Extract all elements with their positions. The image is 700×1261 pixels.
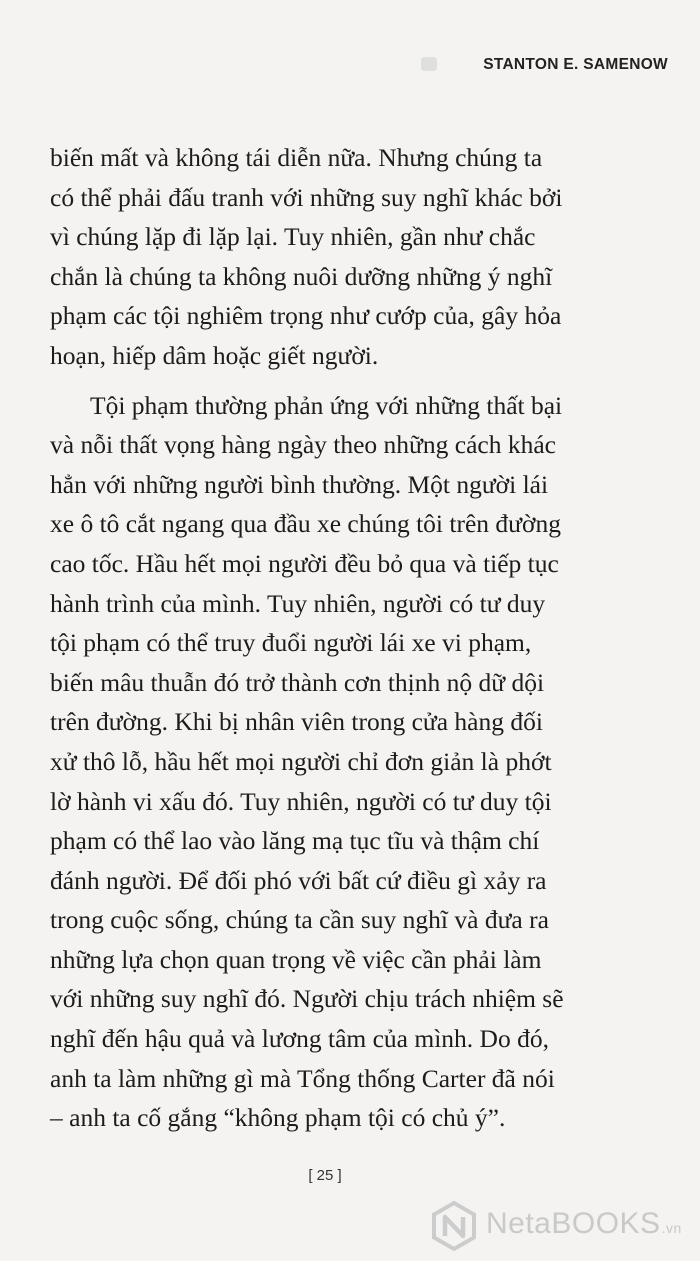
text-line: với những suy nghĩ đó. Người chịu trách nhiệm sẽ: [50, 984, 564, 1014]
text-line: biến mất và không tái diễn nữa. Nhưng chúng ta: [50, 143, 543, 172]
text-line: – anh ta cố gắng “không phạm tội có chủ ý”.: [50, 1103, 506, 1133]
text-line: lờ hành vi xấu đó. Tuy nhiên, người có tư duy tội: [50, 786, 552, 816]
text-line: anh ta làm những gì mà Tổng thống Carter đã nói: [50, 1063, 555, 1093]
paragraph: [50, 386, 670, 1138]
paragraph: [50, 138, 670, 376]
text-line: cao tốc. Hầu hết mọi người đều bỏ qua và tiếp tục: [50, 548, 559, 578]
text-line: xe ô tô cắt ngang qua đầu xe chúng tôi trên đường: [50, 509, 561, 539]
text-line: hoạn, hiếp dâm hoặc giết người.: [50, 340, 379, 370]
text-line: trên đường. Khi bị nhân viên trong cửa hàng đối: [50, 707, 543, 737]
text-line: hành trình của mình. Tuy nhiên, người có tư duy: [50, 588, 546, 618]
text-line: biến mâu thuẫn đó trở thành cơn thịnh nộ dữ dội: [50, 667, 545, 697]
text-line: những lựa chọn quan trọng về việc cần phải làm: [50, 944, 542, 974]
text-line: có thể phải đấu tranh với những suy nghĩ khác bởi: [50, 182, 563, 212]
header-ornament: [421, 57, 437, 71]
body-text: [50, 138, 670, 1148]
text-line: phạm có thể lao vào lăng mạ tục tĩu và thậm chí: [50, 826, 540, 856]
netabooks-logo-icon: [428, 1200, 480, 1252]
watermark-text: [486, 1207, 682, 1241]
text-line: vì chúng lặp đi lặp lại. Tuy nhiên, gần như chắc: [50, 222, 536, 252]
text-line: và nỗi thất vọng hàng ngày theo những cách khác: [50, 430, 556, 460]
watermark-suffix: .vn: [661, 1220, 682, 1236]
text-line: nghĩ đến hậu quả và lương tâm của mình. Do đó,: [50, 1024, 549, 1054]
text-line: Tội phạm thường phản ứng với những thất bại: [90, 390, 563, 420]
page-number: [ 25 ]: [308, 1167, 342, 1184]
text-line: tội phạm có thể truy đuổi người lái xe vi phạm,: [50, 628, 532, 658]
text-line: đánh người. Để đối phó với bất cứ điều gì xảy ra: [50, 865, 547, 895]
text-line: phạm các tội nghiêm trọng như cướp của, gây hỏa: [50, 301, 562, 331]
running-header-author: STANTON E. SAMENOW: [483, 56, 668, 73]
text-line: hẳn với những người bình thường. Một người lái: [50, 469, 549, 499]
watermark: [428, 1198, 700, 1252]
text-line: trong cuộc sống, chúng ta cần suy nghĩ và đưa ra: [50, 905, 549, 935]
watermark-brand: NetaBOOKS: [486, 1207, 661, 1240]
text-line: xử thô lỗ, hầu hết mọi người chỉ đơn giản là phớt: [50, 746, 552, 776]
text-line: chắn là chúng ta không nuôi dưỡng những ý nghĩ: [50, 261, 553, 291]
